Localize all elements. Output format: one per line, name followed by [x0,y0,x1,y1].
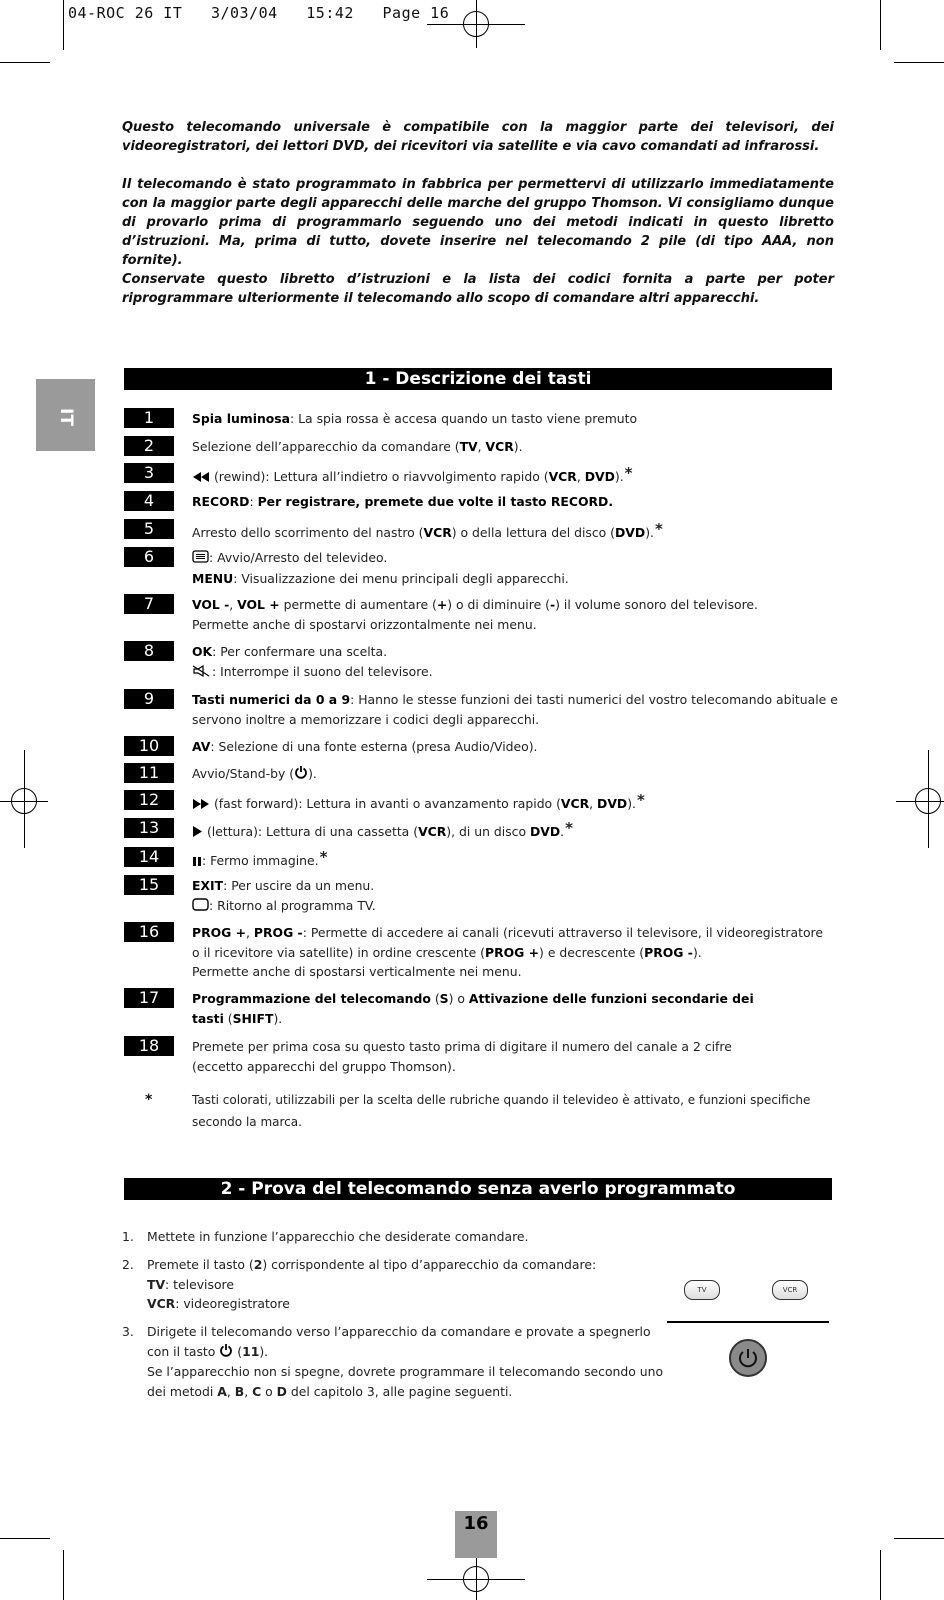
key-description [192,923,840,982]
key-description-line [192,492,840,512]
bold-text: 2 [253,1257,263,1272]
key-description-line [192,923,840,943]
text: (fast forward): Lettura in avanti o avanzamento rapido ( [210,796,561,811]
step-line [147,1227,687,1247]
text: ). [259,1343,269,1359]
bold-text: DVD [615,525,646,540]
text: o il ricevitore via satellite) in ordine crescente ( [192,944,486,960]
mute-icon [192,663,212,683]
illustration-divider [667,1321,829,1323]
tv-button-label: TV [697,1286,707,1294]
key-description-line [192,615,840,635]
text: ). [692,944,702,960]
key-description-line [192,710,840,730]
bold-text: VCR [147,1296,176,1311]
key-number: 12 [124,790,174,810]
text: Dirigete il telecomando verso l’apparecchio da comandare e provate a spegnerlo [147,1324,651,1339]
bold-text: PROG - [253,925,303,940]
bold-text: DVD [584,469,615,484]
text: . [560,824,565,839]
text: , [226,1383,235,1399]
key-description [192,1037,840,1076]
section-1-title: 1 - Descrizione dei tasti [124,368,832,390]
bold-text: Tasti numerici da 0 a 9 [192,692,351,707]
text: ) o [448,991,469,1006]
footnote-line: secondo la marca. [192,1115,302,1129]
bold-text: tasti [192,1010,224,1026]
bold-text: - [549,597,556,612]
key-description-line [192,962,840,982]
bold-text: VOL + [237,597,280,612]
key-description [192,520,840,543]
key-description [192,409,840,429]
text: , [477,439,486,454]
intro-paragraph-1: Questo telecomando universale è compatibile con la maggior parte dei televisori, dei videoregistratori, dei lettori DVD, dei ricevitori via satellite e via cavo comandati ad infrarossi. [122,120,834,154]
key-description [192,989,840,1028]
key-description [192,548,840,588]
key-number: 3 [124,463,174,483]
step-line [147,1362,687,1382]
key-description [192,819,840,843]
step-line [147,1382,687,1402]
text: (rewind): Lettura all’indietro o riavvolgimento rapido ( [210,469,549,484]
key-description-line [192,819,840,843]
bold-text: TV [459,439,478,454]
text: Permette anche di spostarvi orizzontalmente nei menu. [192,616,537,632]
bold-text: VCR [485,439,514,454]
bold-text: S [439,991,449,1006]
text: , [576,469,585,484]
key-description-line [192,1057,840,1077]
text: : televisore [165,1276,234,1292]
step-text [147,1227,687,1247]
print-slug: 04-ROC 26 IT 3/03/04 15:42 Page 16 [68,4,450,22]
key-number: 13 [124,818,174,838]
footnote-star: * [654,520,663,538]
bold-text: 11 [242,1343,260,1359]
key-description-line [192,943,840,963]
text: (lettura): Lettura di una cassetta ( [203,824,419,839]
key-description-line [192,1009,840,1029]
bold-text: DVD [530,824,561,839]
key-number: 18 [124,1036,174,1056]
text: Arresto dello scorrimento del nastro ( [192,525,424,540]
rewind-icon [192,468,210,488]
footnote-mark: * [145,1092,153,1108]
bold-text: VCR [423,525,452,540]
text: Avvio/Stand-by ( [192,766,295,781]
intro-paragraph-2: Il telecomando è stato programmato in fabbrica per permettervi di utilizzarlo immediatamente con la maggior parte degli apparecchi delle marche del gruppo Thomson. Vi consigliamo dunque di provarlo prima di programmarlo seguendo uno dei metodi indicati in questo libretto d’istruzioni. Ma, prima di tutto, dovete inserire nel telecomando 2 pile (di tipo AAA, non fornite). [122,177,834,268]
bold-text: Per registrare, premete due volte il tasto RECORD. [257,494,614,509]
key-description [192,848,840,872]
key-description [192,642,840,682]
key-description-line [192,764,840,785]
text: Se l’apparecchio non si spegne, dovrete programmare il telecomando secondo uno [147,1364,664,1379]
footnote-star: * [637,791,645,809]
key-number: 1 [124,408,174,428]
key-description [192,595,840,634]
text: del capitolo 3, alle pagine seguenti. [286,1383,513,1399]
text: : Selezione di una fonte esterna (presa Audio/Video). [210,739,538,754]
text: Permette anche di spostarsi verticalmente nei menu. [192,964,522,979]
text: : Visualizzazione dei menu principali degli apparecchi. [233,570,569,586]
key-description-line [192,1037,840,1057]
bold-text: EXIT [192,878,224,893]
text: : Avvio/Arresto del televideo. [209,550,388,565]
key-number: 9 [124,689,174,709]
text: Premete il tasto ( [147,1257,254,1272]
bold-text: OK [192,644,213,659]
tv-return-icon [192,897,209,917]
bold-text: VCR [418,824,447,839]
key-description-line [192,464,840,488]
key-description-line [192,989,840,1009]
key-number: 11 [124,763,174,783]
step-line [147,1322,687,1342]
text: ( [233,1343,243,1359]
text: : La spia rossa è accesa quando un tasto viene premuto [290,411,638,426]
key-description-line [192,876,840,896]
play-icon [192,823,203,843]
key-number: 15 [124,875,174,895]
step-line [147,1255,687,1275]
key-number: 4 [124,491,174,511]
key-description [192,791,840,815]
power-icon [219,1343,233,1363]
vcr-button-label: VCR [782,1286,798,1294]
text: ). [614,469,624,484]
footnote-star: * [565,819,573,837]
step-text [147,1322,687,1401]
text: ) e decrescente ( [539,944,645,960]
key-description-line [192,737,840,757]
key-description-line [192,569,840,589]
power-button [729,1339,767,1377]
bold-text: B [234,1383,245,1399]
text: dei metodi [147,1383,218,1399]
power-icon [294,765,308,785]
text: : Ritorno al programma TV. [209,897,376,913]
key-description-line [192,642,840,662]
footnote-star: * [624,464,633,482]
bold-text: TV [147,1276,166,1292]
step-text [147,1255,687,1314]
key-description-line [192,690,840,710]
text: ( [430,991,440,1006]
section-2-title: 2 - Prova del telecomando senza averlo programmato [124,1178,832,1200]
text: ), di un disco [446,824,530,839]
key-description-line [192,520,840,543]
key-description-line [192,791,840,815]
text: ). [627,796,636,811]
key-description-line [192,848,840,872]
key-number: 5 [124,519,174,539]
text: : [249,494,258,509]
step-line [147,1294,687,1314]
step-line [147,1275,687,1295]
key-description [192,437,840,457]
footnote-star: * [319,848,328,866]
bold-text: MENU [192,570,234,586]
text: : videoregistratore [175,1296,290,1311]
bold-text: D [276,1383,287,1399]
key-description [192,690,840,729]
tv-button [684,1280,720,1300]
key-description-line [192,595,840,615]
text: : Per confermare una scelta. [212,644,388,659]
bold-text: Programmazione del telecomando [192,991,431,1006]
text: ) corrispondente al tipo d’apparecchio da comandare: [262,1257,597,1272]
bold-text: Spia luminosa [192,411,291,426]
key-number: 16 [124,922,174,942]
key-description-line [192,896,840,917]
bold-text: SHIFT [232,1010,274,1026]
text: , [246,925,254,940]
language-tab-label: IT [56,408,76,426]
page-number: 16 [455,1511,497,1558]
key-description-line [192,409,840,429]
key-description [192,464,840,488]
text: Mettete in funzione l’apparecchio che desiderate comandare. [147,1229,529,1244]
bold-text: AV [192,739,211,754]
text: ). [513,439,523,454]
bold-text: C [252,1383,262,1399]
text: ( [223,1010,233,1026]
bold-text: VCR [548,469,577,484]
key-description-line [192,437,840,457]
text: servono inoltre a memorizzare i codici degli apparecchi. [192,711,540,727]
bold-text: Attivazione delle funzioni secondarie dei [468,991,754,1006]
text: o [261,1383,277,1399]
text: Premete per prima cosa su questo tasto prima di digitare il numero del canale a 2 cifre [192,1039,732,1054]
step-number: 2. [122,1257,134,1272]
bold-text: VOL - [192,597,230,612]
text: ). [308,766,317,781]
pause-icon [192,852,202,872]
step-number: 1. [122,1229,134,1244]
key-description [192,876,840,916]
bold-text: PROG + [192,925,247,940]
text: : Permette di accedere ai canali (ricevuti attraverso il televisore, il videoregistratore [302,925,824,940]
bold-text: + [436,597,448,612]
bold-text: VCR [560,796,590,811]
text: : Per uscire da un menu. [223,878,375,893]
text: , [244,1383,253,1399]
key-number: 8 [124,641,174,661]
text: : Interrompe il suono del televisore. [212,663,433,679]
text: Selezione dell’apparecchio da comandare ( [192,439,460,454]
text: ) o della lettura del disco ( [451,525,616,540]
text: permette di aumentare ( [279,597,437,612]
vcr-button [772,1280,808,1300]
text: ) il volume sonoro del televisore. [555,597,758,612]
key-number: 6 [124,547,174,567]
key-number: 17 [124,988,174,1008]
text: , [229,597,238,612]
key-number: 14 [124,847,174,867]
power-icon [731,1341,765,1375]
step-number: 3. [122,1324,134,1339]
intro-paragraph-3: Conservate questo libretto d’istruzioni e la lista dei codici fornita a parte per poter riprogrammare ulteriormente il telecomando allo scopo di comandare altri apparecchi. [122,272,834,306]
key-description-line [192,548,840,569]
step-line [147,1342,687,1363]
text: : Hanno le stesse funzioni dei tasti numerici del vostro telecomando abituale e [350,692,838,707]
fast-forward-icon [192,795,210,815]
bold-text: PROG + [485,944,540,960]
bold-text: A [217,1383,227,1399]
text: , [589,796,598,811]
bold-text: DVD [597,796,628,811]
key-description [192,492,840,512]
key-number: 7 [124,594,174,614]
text: ). [273,1010,283,1026]
key-description-line [192,662,840,683]
text: ) o di diminuire ( [447,597,550,612]
teletext-icon [192,549,209,569]
bold-text: PROG - [644,944,693,960]
language-tab [36,379,95,451]
text: ). [645,525,654,540]
text: (eccetto apparecchi del gruppo Thomson). [192,1058,456,1074]
footnote-line: Tasti colorati, utilizzabili per la scelta delle rubriche quando il televideo è attivato, e funzioni specifiche [192,1093,811,1107]
key-description [192,737,840,757]
key-number: 2 [124,436,174,456]
footnote [192,1089,840,1133]
key-description [192,764,840,785]
text: : Fermo immagine. [202,853,319,868]
text: con il tasto [147,1343,220,1359]
key-number: 10 [124,736,174,756]
bold-text: RECORD [192,494,250,509]
